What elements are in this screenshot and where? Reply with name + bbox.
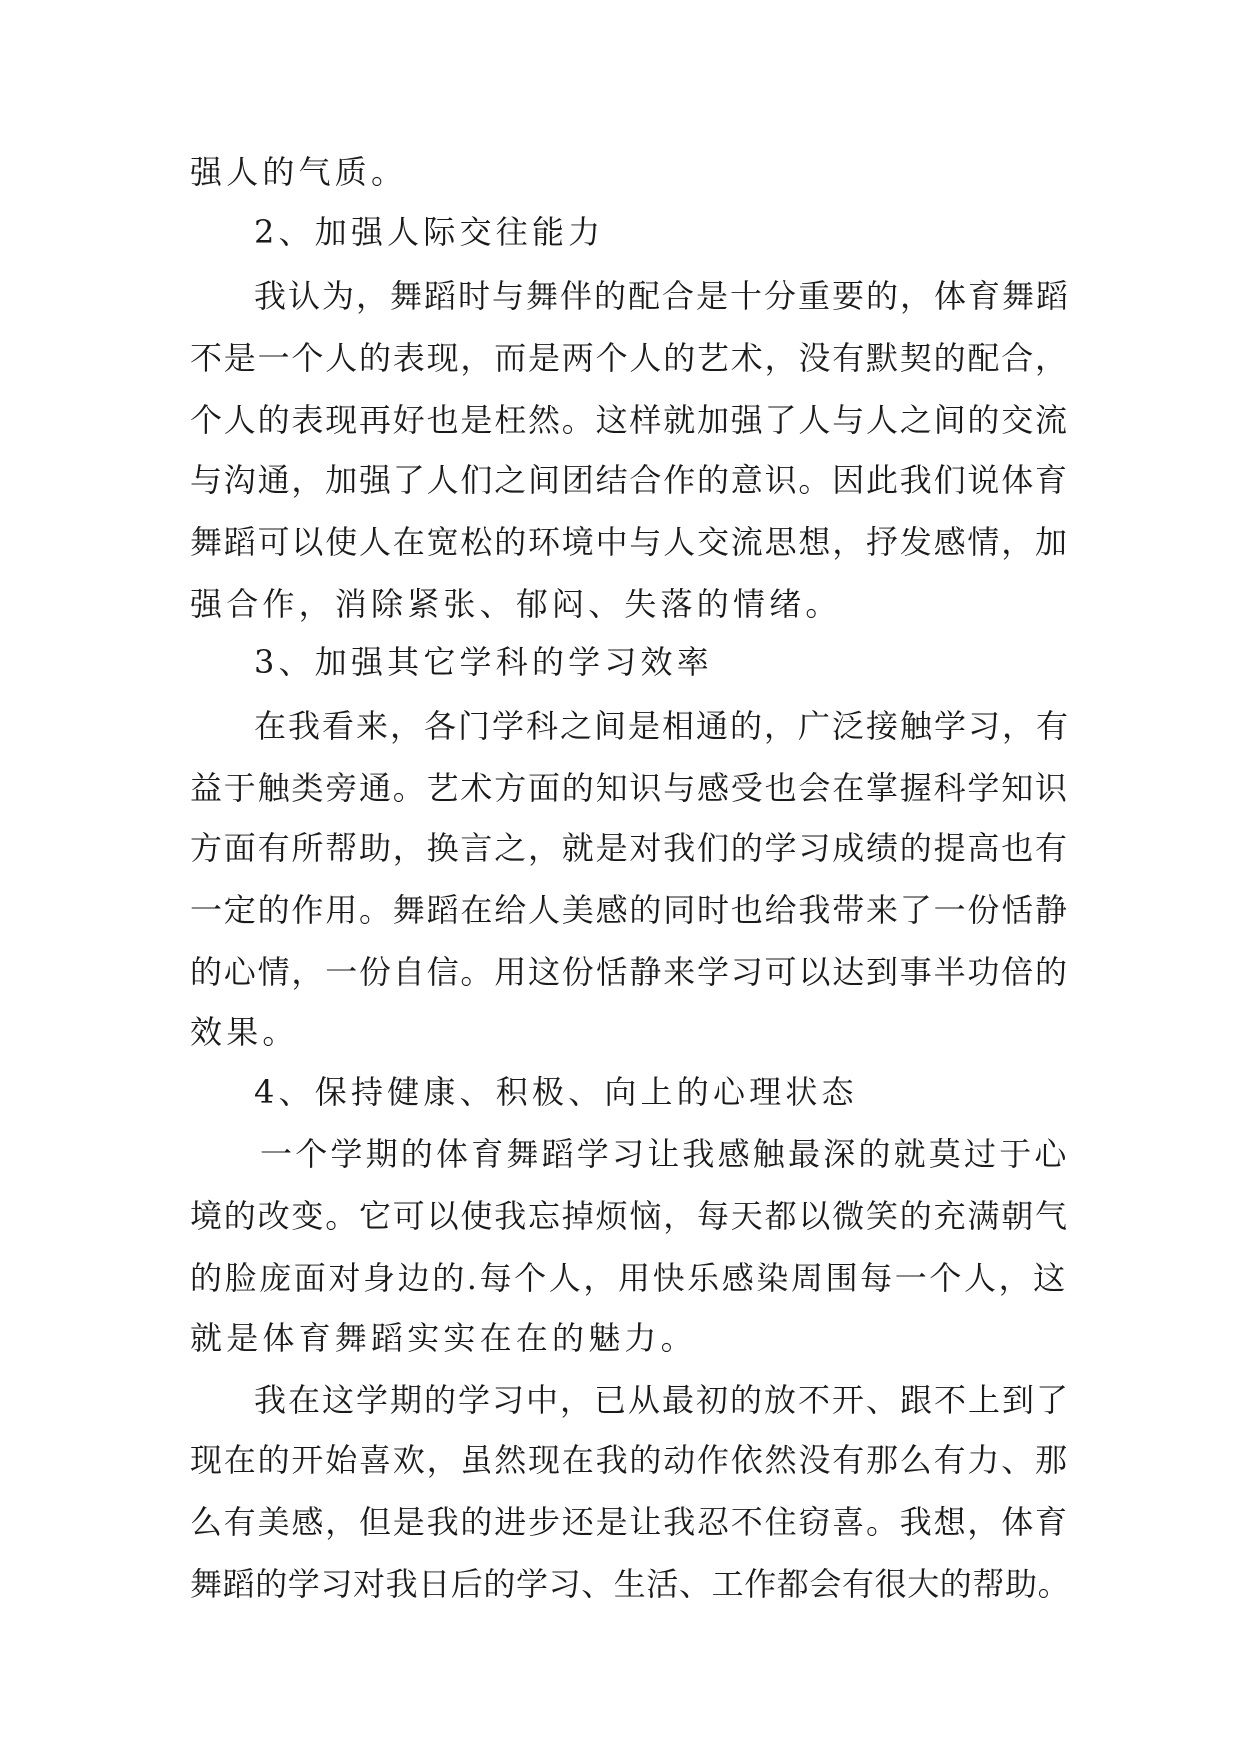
text-line: 境的改变。它可以使我忘掉烦恼，每天都以微笑的充满朝气: [190, 1197, 1069, 1235]
text-line: 强合作，消除紧张、郁闷、失落的情绪。: [190, 585, 842, 623]
text-line: 舞蹈的学习对我日后的学习、生活、工作都会有很大的帮助。: [190, 1565, 1071, 1603]
text-line: 一定的作用。舞蹈在给人美感的同时也给我带来了一份恬静: [190, 891, 1069, 929]
text-line: 现在的开始喜欢，虽然现在我的动作依然没有那么有力、那: [190, 1441, 1069, 1479]
text-line: 的脸庞面对身边的.每个人，用快乐感染周围每一个人，这: [190, 1259, 1068, 1297]
text-line: 我认为，舞蹈时与舞伴的配合是十分重要的，体育舞蹈: [254, 277, 1071, 315]
text-line: 在我看来，各门学科之间是相通的，广泛接触学习，有: [254, 707, 1071, 745]
text-line: 舞蹈可以使人在宽松的环境中与人交流思想，抒发感情，加: [190, 523, 1069, 561]
text-line: 与沟通，加强了人们之间团结合作的意识。因此我们说体育: [190, 461, 1069, 499]
text-line: 我在这学期的学习中，已从最初的放不开、跟不上到了: [254, 1381, 1071, 1419]
text-line: 强人的气质。: [190, 153, 408, 191]
text-line: 效果。: [190, 1013, 299, 1051]
text-line: 不是一个人的表现，而是两个人的艺术，没有默契的配合，: [190, 339, 1069, 377]
text-line: 么有美感，但是我的进步还是让我忍不住窃喜。我想，体育: [190, 1503, 1069, 1541]
section-heading: 4、保持健康、积极、向上的心理状态: [254, 1073, 858, 1111]
text-line: 一个学期的体育舞蹈学习让我感触最深的就莫过于心: [260, 1135, 1070, 1173]
text-line: 就是体育舞蹈实实在在的魅力。: [190, 1319, 697, 1357]
text-line: 方面有所帮助，换言之，就是对我们的学习成绩的提高也有: [190, 829, 1069, 867]
section-heading: 2、加强人际交往能力: [254, 213, 605, 251]
section-heading: 3、加强其它学科的学习效率: [254, 643, 713, 681]
text-line: 的心情，一份自信。用这份恬静来学习可以达到事半功倍的: [190, 953, 1069, 991]
text-line: 益于触类旁通。艺术方面的知识与感受也会在掌握科学知识: [190, 769, 1069, 807]
text-line: 个人的表现再好也是枉然。这样就加强了人与人之间的交流: [190, 401, 1069, 439]
